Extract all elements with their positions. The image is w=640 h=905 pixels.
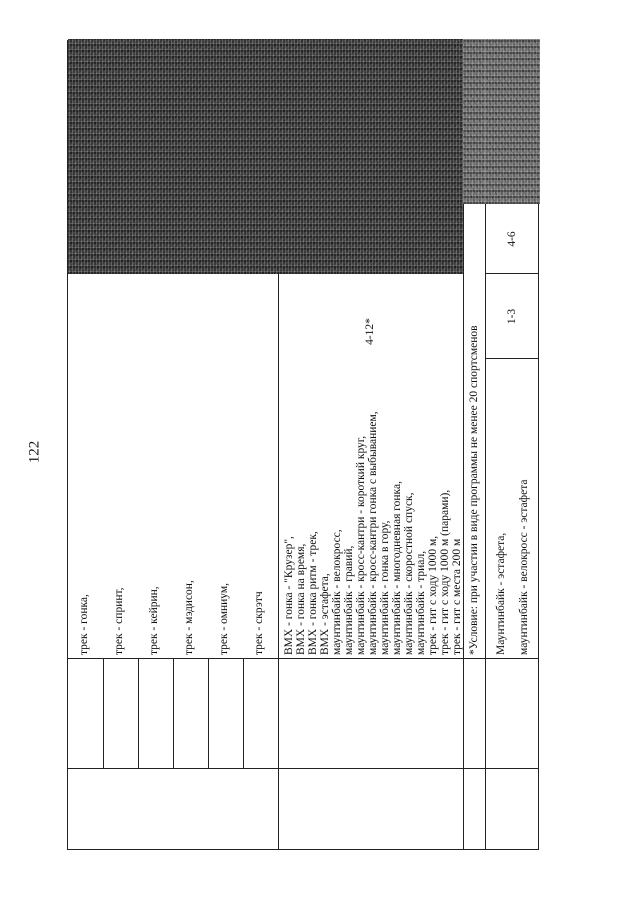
places-value: 1-3 <box>506 308 519 325</box>
discipline-line: Маунтинбайк - эстафета, <box>495 532 507 655</box>
places-value: 4-6 <box>506 231 519 247</box>
discipline-line: трек - гит с ходу 1000 м (парами), <box>439 489 451 655</box>
discipline-line: BMX - эстафета, <box>319 573 331 655</box>
discipline-line: трек - омниум, <box>218 582 230 655</box>
block3-places-b-cell <box>485 204 540 274</box>
block2-places-cell <box>278 274 463 389</box>
ranking-table <box>67 40 539 850</box>
scan-damage-bottom <box>485 39 540 204</box>
discipline-line: маунтинбайк - триал, <box>415 550 427 655</box>
discipline-line: трек - скрэтч <box>253 591 265 655</box>
scan-damage-strip <box>463 39 485 204</box>
condition-note: *Условие: при участии в виде программы не менее 20 спортсменов <box>468 325 480 655</box>
discipline-line: BMX - гонка на время, <box>295 543 307 655</box>
scan-damage-area <box>68 39 463 274</box>
block3-disciplines <box>485 359 540 659</box>
discipline-line: трек - спринт, <box>113 587 125 655</box>
discipline-line: маунтинбайк - кросс-кантри - короткий круг, <box>355 435 367 655</box>
discipline-line: трек - кейрин, <box>148 586 160 655</box>
discipline-line: маунтинбайк - велокросс - эстафета <box>518 479 530 655</box>
page-number: 122 <box>26 440 43 464</box>
discipline-line: маунтинбайк - велокросс, <box>331 529 343 655</box>
discipline-line: маунтинбайк - многодневная гонка, <box>391 481 403 655</box>
places-value: 4-12* <box>364 318 377 345</box>
discipline-line: маунтинбайк - гравий, <box>343 545 355 655</box>
discipline-line: маунтинбайк - гонка в гору, <box>379 520 391 655</box>
discipline-line: трек - мэдисон, <box>183 580 195 655</box>
block1-title-area <box>68 659 278 769</box>
block3-places-a-cell <box>485 274 540 359</box>
condition-note-cell <box>463 274 485 659</box>
discipline-line: трек - гит с места 200 м <box>451 538 463 655</box>
discipline-line: маунтинбайк - кросс-кантри гонка с выбыванием, <box>367 411 379 655</box>
discipline-line: трек - гит с ходу 1000 м, <box>427 535 439 655</box>
discipline-line: BMX - гонка - "Крузер", <box>283 536 295 655</box>
discipline-line: BMX - гонка ритм - трек, <box>307 531 319 655</box>
discipline-line: трек - гонка, <box>78 594 90 655</box>
discipline-line: маунтинбайк - скоростной спуск, <box>403 492 415 655</box>
